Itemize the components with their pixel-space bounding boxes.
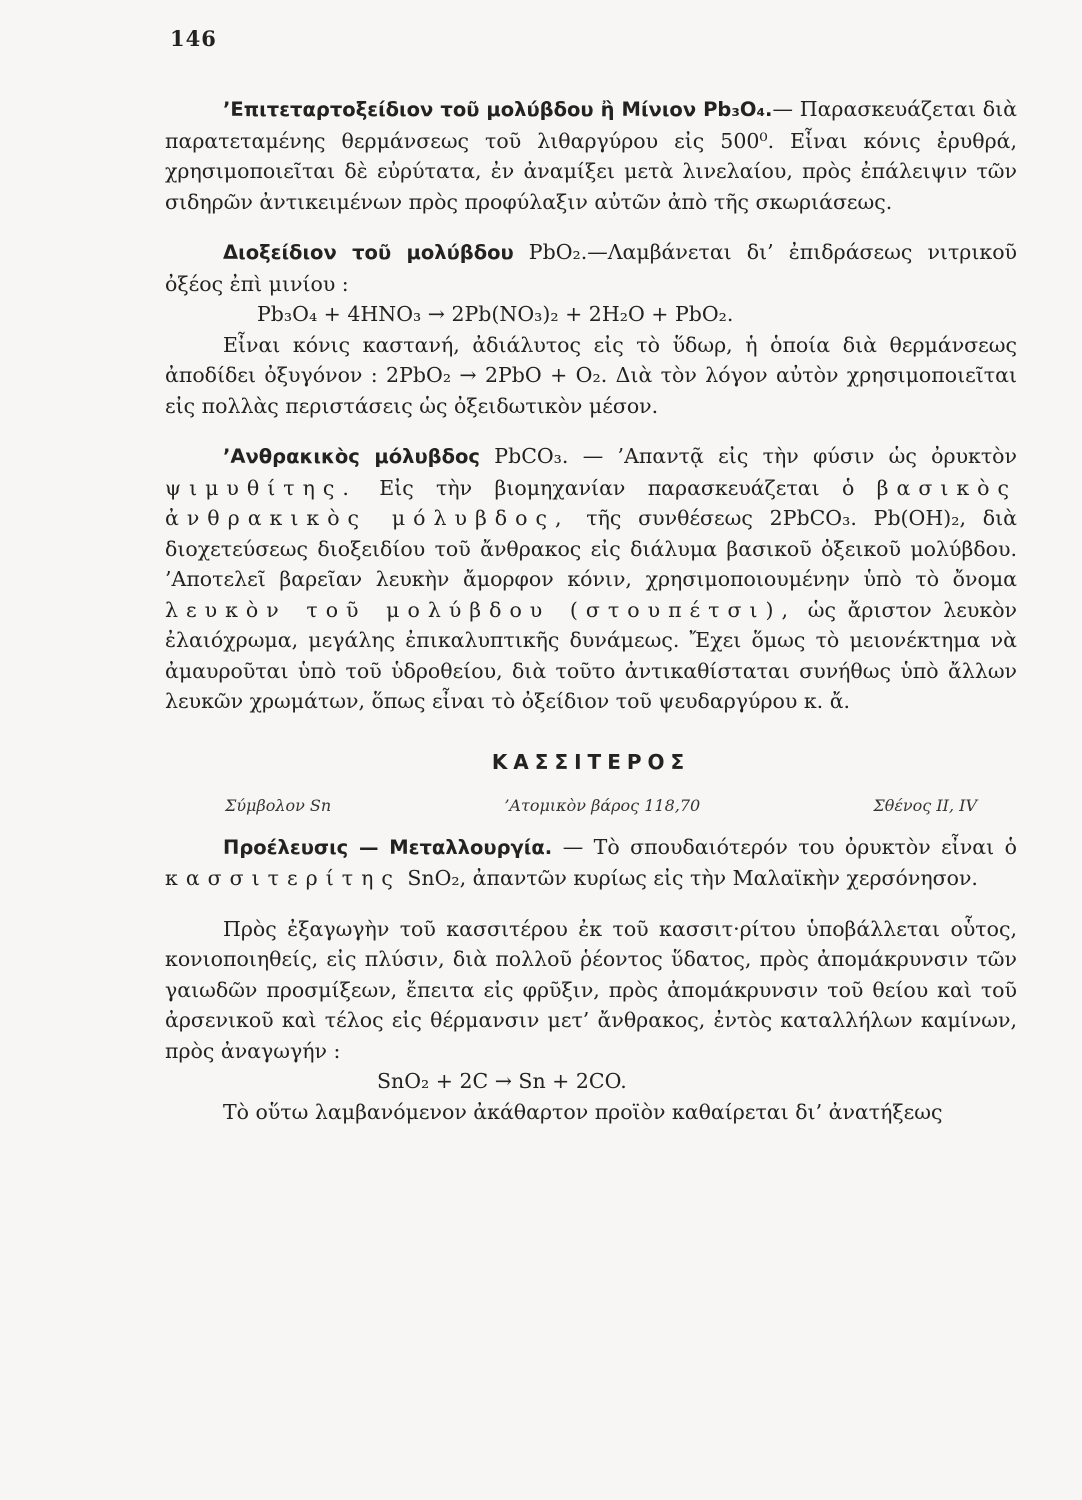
text-carbonate-3: τῆς συνθέσεως 2PbCO₃. Pb(OH)₂, διὰ διοχετεύσεως διοξειδίου τοῦ ἄνθρακος εἰς διάλυμα βασικοῦ ὀξεικοῦ μολύβδου. ’Αποτελεῖ βαρεῖαν λευκὴν ἄμορφον κόνιν, χρησιμοποιουμένην ὑπὸ τὸ ὄνομα xyxy=(165,506,1017,591)
paragraph-refining: Τὸ οὕτω λαμβανόμενον ἀκάθαρτον προϊὸν καθαίρεται δι’ ἀνατήξεως xyxy=(223,1099,943,1124)
property-valence: Σθένος II, IV xyxy=(873,796,977,815)
element-properties xyxy=(165,791,1017,822)
text-carbonate-1: PbCO₃. — ’Απαντᾷ εἰς τὴν φύσιν ὡς ὀρυκτὸν xyxy=(479,444,1017,468)
paragraph-lead-carbonate xyxy=(165,441,1017,717)
property-atomic-weight: ’Ατομικὸν βάρος 118,70 xyxy=(504,796,701,815)
text-minium: — Παρασκευάζεται διὰ παρατεταμένης θερμάνσεως τοῦ λιθαργύρου εἰς 500⁰. Εἶναι κόνις ἐρυθρά, χρησιμοποιεῖται δὲ εὐρύτατα, ἐν ἀναμίξει μετὰ λινελαίου, πρὸς ἐπάλειψιν τῶν σιδηρῶν ἀντικειμένων πρὸς προφύλαξιν αὐτῶν ἀπὸ τῆς σκωριάσεως. xyxy=(165,97,1017,214)
property-symbol: Σύμβολον Sn xyxy=(225,796,332,815)
heading-lead-carbonate: ’Ανθρακικὸς μόλυβδος xyxy=(223,445,480,468)
paragraph-origin xyxy=(165,832,1017,894)
heading-lead-dioxide: Διοξείδιον τοῦ μολύβδου xyxy=(223,241,514,264)
paragraph-extraction: Πρὸς ἐξαγωγὴν τοῦ κασσιτέρου ἐκ τοῦ κασσιτ·ρίτου ὑποβάλλεται οὗτος, κονιοποιηθείς, εἰς πλύσιν, διὰ πολλοῦ ῥέοντος ὕδατος, πρὸς ἀπομάκρυνσιν τῶν γαιωδῶν προσμίξεων, ἔπειτα εἰς φρῦξιν, πρὸς ἀπομάκρυνσιν τοῦ θείου καὶ τοῦ ἀρσενικοῦ καὶ τέλος εἰς θέρμανσιν μετ’ ἄνθρακος, ἐντὸς καταλλήλων καμίνων, πρὸς ἀναγωγήν : xyxy=(165,916,1017,1063)
paragraph-dioxide-properties: Εἶναι κόνις καστανή, ἀδιάλυτος εἰς τὸ ὕδωρ, ἡ ὁποία διὰ θερμάνσεως ἀποδίδει ὀξυγόνον : 2PbO₂ → 2PbO + O₂. Διὰ τὸν λόγον αὐτὸν χρησιμοποιεῖται εἰς πολλὰς περιστάσεις ὡς ὀξειδωτικὸν μέσον. xyxy=(165,332,1017,418)
term-basic-carbonate: βασικὸς ἀνθρακικὸς μόλυβδος, xyxy=(165,475,1017,530)
section-title-tin: ΚΑΣΣΙΤΕΡΟΣ xyxy=(491,749,691,774)
text-origin-2: SnO₂, ἀπαντῶν κυρίως εἰς τὴν Μαλαϊκὴν χερσόνησον. xyxy=(400,866,978,890)
paragraph-minium xyxy=(165,94,1017,217)
page-body xyxy=(165,94,1017,1127)
text-carbonate-4: ὡς ἄριστον λευκὸν ἐλαιόχρωμα, μεγάλης ἐπικαλυπτικῆς δυνάμεως. Ἔχει ὅμως τὸ μειονέκτημα νὰ ἀμαυροῦται ὑπὸ τοῦ ὑδροθείου, διὰ τοῦτο ἀντικαθίσταται συνήθως ὑπὸ ἄλλων λευκῶν χρωμάτων, ὅπως εἶναι τὸ ὀξείδιον τοῦ ψευδαργύρου κ. ἄ. xyxy=(165,597,1018,713)
paragraph-lead-dioxide xyxy=(165,237,1017,299)
equation-tin-reduction: SnO₂ + 2C → Sn + 2CO. xyxy=(377,1069,627,1093)
heading-origin: Προέλευσις — Μεταλλουργία. xyxy=(223,835,553,859)
equation-minium-nitric: Pb₃O₄ + 4HNO₃ → 2Pb(NO₃)₂ + 2H₂O + PbO₂. xyxy=(257,302,734,326)
term-white-lead: λευκὸν τοῦ μολύβδου (στουπέτσι), xyxy=(165,597,797,622)
heading-minium: ’Επιτεταρτοξείδιον τοῦ μολύβδου ἢ Μίνιον Pb₃O₄. xyxy=(223,98,773,121)
text-carbonate-2: Εἰς τὴν βιομηχανίαν παρασκευάζεται ὁ xyxy=(356,475,877,500)
text-origin-1: — Τὸ σπουδαιότερόν του ὀρυκτὸν εἶναι ὁ xyxy=(552,834,1017,859)
page-number: 146 xyxy=(170,26,217,51)
text-lead-dioxide: PbO₂.—Λαμβάνεται δι’ ἐπιδράσεως νιτρικοῦ ὀξέος ἐπὶ μινίου : xyxy=(165,240,1018,296)
term-cassiterite: κασσιτερίτης xyxy=(165,866,401,890)
term-cerussite: ψιμυθίτης. xyxy=(165,475,357,500)
